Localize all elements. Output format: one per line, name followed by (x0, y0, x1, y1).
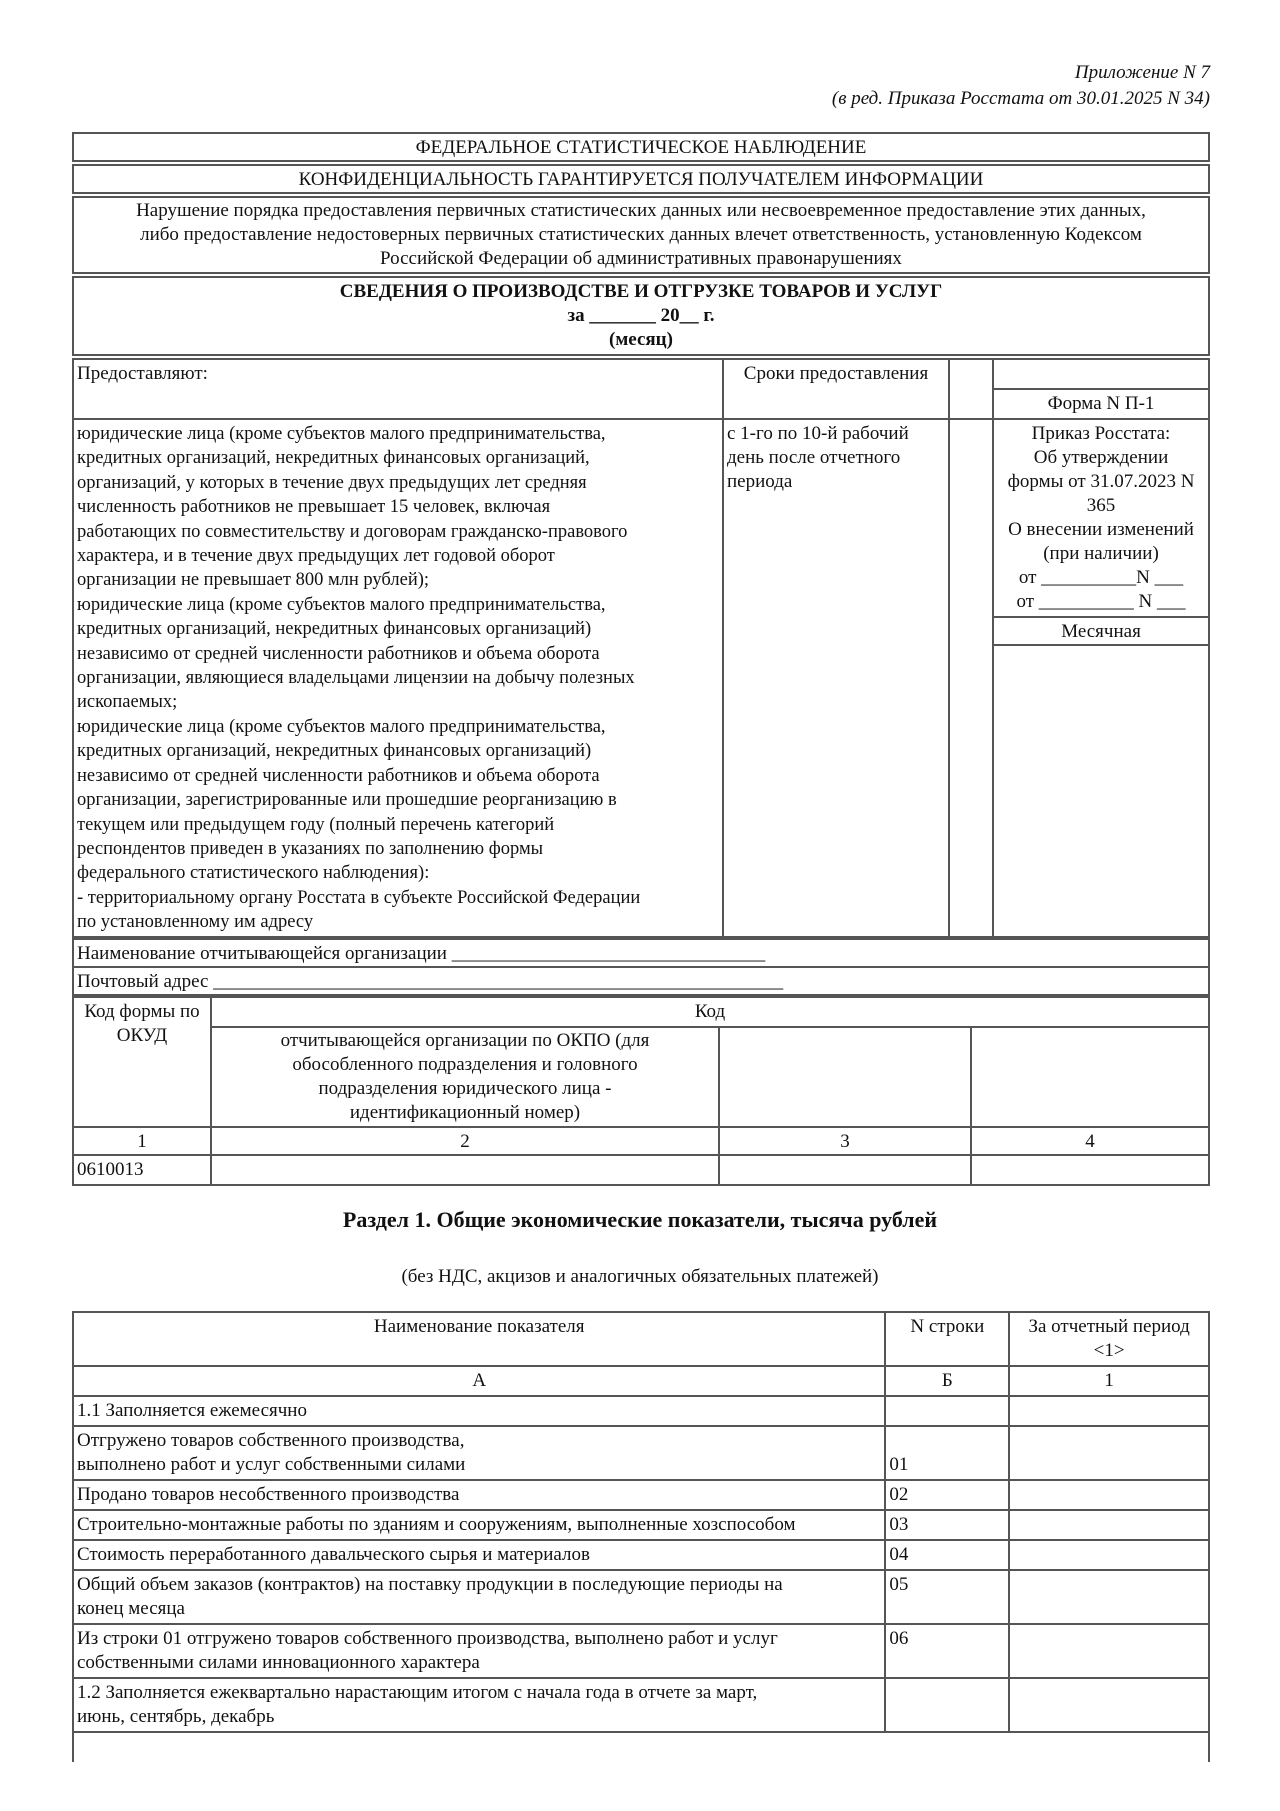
form-title: СВЕДЕНИЯ О ПРОИЗВОДСТВЕ И ОТГРУЗКЕ ТОВАРОВ И УСЛУГ (339, 281, 943, 302)
section1-subtitle: (без НДС, акцизов и аналогичных обязательных платежей) (401, 1266, 879, 1287)
table-row (73, 1396, 1209, 1426)
row-value-field[interactable] (1009, 1540, 1209, 1570)
code-col4-header (970, 1026, 1208, 1128)
appendix-edition: (в ред. Приказа Росстата от 30.01.2025 N 34) (831, 88, 1210, 109)
row-value-field[interactable] (1009, 1624, 1209, 1678)
row-name: Отгружено товаров собственного производства, выполнено работ и услуг собственными силами (73, 1426, 885, 1480)
code-label: Код (210, 998, 1208, 1028)
code-col3-value-field[interactable] (718, 1154, 970, 1184)
row-code: 04 (885, 1540, 1009, 1570)
row-code (885, 1678, 1009, 1732)
col-number-4: 4 (970, 1126, 1208, 1156)
empty-form-cell (992, 360, 1208, 390)
code-col4-value-field[interactable] (970, 1154, 1208, 1184)
col-number-2: 2 (210, 1126, 718, 1156)
table-row (73, 1510, 1209, 1540)
codes-block (72, 996, 1210, 1186)
table-row (73, 1678, 1209, 1732)
row-code: 02 (885, 1480, 1009, 1510)
header-reporting-period: За отчетный период <1> (1009, 1312, 1209, 1366)
table-row (73, 1480, 1209, 1510)
org-name-field[interactable] (72, 938, 1210, 968)
org-name-label: Наименование отчитывающейся организации _________________________________ (77, 943, 766, 964)
reporting-period-note: (месяц) (609, 329, 673, 350)
table-row (73, 1732, 1209, 1762)
row-name: Общий объем заказов (контрактов) на поставку продукции в последующие периоды на конец месяца (73, 1570, 885, 1624)
appendix-note (832, 60, 1210, 112)
table-row (73, 1426, 1209, 1480)
liability-warning: Нарушение порядка предоставления первичных статистических данных или несвоевременное предоставление этих данных, либо предоставление недостоверных первичных статистических данных влечет ответственность, установленную Кодексом Российской Федерации об административных правонарушениях (72, 196, 1210, 274)
confidentiality-header (72, 164, 1210, 194)
section1-header-row (73, 1312, 1209, 1366)
postal-address-field[interactable] (72, 966, 1210, 996)
terms-text: с 1-го по 10-й рабочий день после отчетного периода (722, 418, 948, 936)
federal-observation-header (72, 132, 1210, 162)
confidentiality-text: КОНФИДЕНЦИАЛЬНОСТЬ ГАРАНТИРУЕТСЯ ПОЛУЧАТЕЛЕМ ИНФОРМАЦИИ (298, 169, 984, 190)
okpo-label: отчитывающейся организации по ОКПО (для обособленного подразделения и головного подразделения юридического лица - идентификационный номер) (210, 1026, 718, 1128)
rosstat-order: Приказ Росстата: Об утверждении формы от 31.07.2023 N 365 О внесении изменений (при наличии) от __________N ___ от __________ N ___ (992, 418, 1208, 618)
row-continuation (73, 1732, 1209, 1762)
row-code: 06 (885, 1624, 1009, 1678)
letter-1: 1 (1009, 1366, 1209, 1396)
row-name: Стоимость переработанного давальческого сырья и материалов (73, 1540, 885, 1570)
submission-block (72, 358, 1210, 938)
row-name: 1.1 Заполняется ежемесячно (73, 1396, 885, 1426)
okud-value: 0610013 (74, 1154, 210, 1184)
postal-address-label: Почтовый адрес ____________________________________________________________ (77, 971, 784, 992)
okud-label: Код формы по ОКУД (84, 1001, 200, 1046)
form-number: Форма N П-1 (992, 388, 1208, 420)
appendix-number: Приложение N 7 (1074, 62, 1210, 83)
terms-label: Сроки предоставления (722, 360, 948, 420)
row-name: 1.2 Заполняется ежеквартально нарастающим итогом с начала года в отчете за март, июнь, сентябрь, декабрь (73, 1678, 885, 1732)
table-row (73, 1540, 1209, 1570)
row-code: 03 (885, 1510, 1009, 1540)
table-row (73, 1570, 1209, 1624)
form-title-box (72, 276, 1210, 356)
row-value-field[interactable] (1009, 1480, 1209, 1510)
row-value-field[interactable] (1009, 1396, 1209, 1426)
section1-letter-row (73, 1366, 1209, 1396)
code-col3-header (718, 1026, 970, 1128)
row-name: Из строки 01 отгружено товаров собственного производства, выполнено работ и услуг собственными силами инновационного характера (73, 1624, 885, 1678)
table-row (73, 1624, 1209, 1678)
header-row-number: N строки (885, 1312, 1009, 1366)
row-value-field[interactable] (1009, 1570, 1209, 1624)
row-value-field[interactable] (1009, 1426, 1209, 1480)
letter-a: А (73, 1366, 885, 1396)
section1-table (72, 1311, 1210, 1762)
section1-title: Раздел 1. Общие экономические показатели, тысяча рублей (342, 1207, 938, 1232)
reporting-period: за _______ 20__ г. (567, 305, 715, 326)
row-code (885, 1396, 1009, 1426)
empty-narrow-column-top (948, 360, 992, 420)
row-code: 01 (885, 1426, 1009, 1480)
submitters-label: Предоставляют: (77, 363, 208, 384)
submitters-text: юридические лица (кроме субъектов малого предпринимательства, кредитных организаций, некредитных финансовых организаций, организаций, у которых в течение двух предыдущих лет средняя численность работников не превышает 15 человек, включая работающих по совместительству и договорам гражданско-правового характера, и в течение двух предыдущих лет годовой оборот организации не превышает 800 млн рублей); юридические лица (кроме субъектов малого предпринимательства, кредитных организаций, некредитных финансовых организаций) независимо от средней численности работников и объема оборота организации, являющиеся владельцами лицензии на добычу полезных ископаемых; юридические лица (кроме субъектов малого предпринимательства, кредитных организаций, некредитных финансовых организаций) независимо от средней численности работников и объема оборота организации, зарегистрированные или прошедшие реорганизацию в текущем или предыдущем году (полный перечень категорий респондентов приведен в указаниях по заполнению формы федерального статистического наблюдения): - территориальному органу Росстата в субъекте Российской Федерации по установленному им адресу (74, 418, 722, 936)
row-value-field[interactable] (1009, 1678, 1209, 1732)
federal-observation-text: ФЕДЕРАЛЬНОЕ СТАТИСТИЧЕСКОЕ НАБЛЮДЕНИЕ (415, 137, 867, 158)
empty-narrow-column (948, 418, 992, 936)
col-number-3: 3 (718, 1126, 970, 1156)
col-number-1: 1 (74, 1126, 210, 1156)
periodicity: Месячная (992, 616, 1208, 646)
row-name: Строительно-монтажные работы по зданиям и сооружениям, выполненные хозспособом (73, 1510, 885, 1540)
row-code: 05 (885, 1570, 1009, 1624)
empty-order-cell (992, 644, 1208, 936)
row-name: Продано товаров несобственного производства (73, 1480, 885, 1510)
row-value-field[interactable] (1009, 1510, 1209, 1540)
okpo-value-field[interactable] (210, 1154, 718, 1184)
header-indicator-name: Наименование показателя (73, 1312, 885, 1366)
letter-b: Б (885, 1366, 1009, 1396)
